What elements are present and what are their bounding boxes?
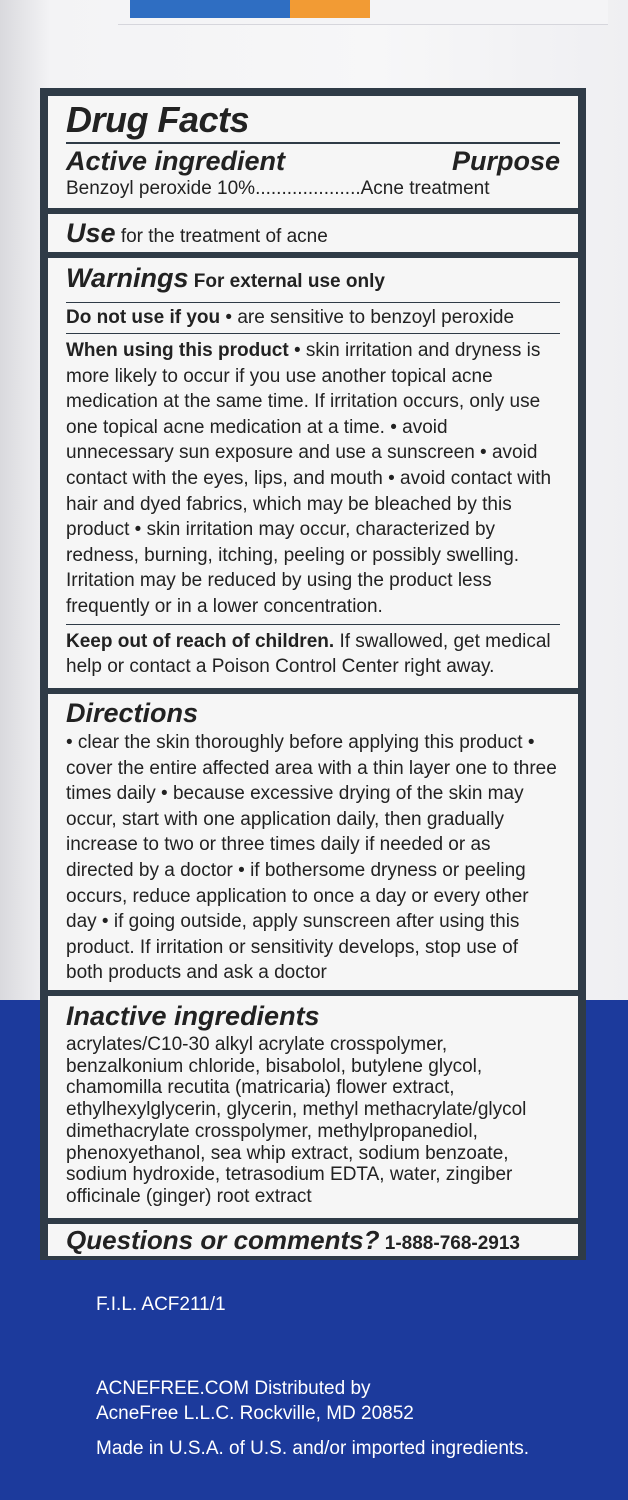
made-in-statement: Made in U.S.A. of U.S. and/or imported ingredients.: [96, 1438, 529, 1459]
carton-top-flap: [118, 0, 608, 25]
when-using-heading: When using this product: [66, 340, 289, 361]
drug-facts-panel: [40, 88, 586, 1260]
use-text: for the treatment of acne: [120, 226, 328, 247]
distributor-address: [96, 1376, 414, 1426]
do-not-use-line: [66, 303, 560, 333]
questions-box: [48, 1224, 578, 1256]
active-ingredient-heading: Active ingredient: [66, 146, 286, 176]
purpose-heading: Purpose: [451, 146, 560, 176]
use-line: [66, 214, 560, 256]
drug-facts-header-box: [48, 96, 578, 208]
address-line-1: ACNEFREE.COM Distributed by: [96, 1378, 371, 1399]
inactive-ingredients-text: acrylates/C10-30 alkyl acrylate crosspolymer, benzalkonium chloride, bisabolol, butylene glycol, chamomilla recutita (matricaria) flower extract, ethylhexylglycerin, glycerin, methyl methacrylate/glycol dimethacrylate crosspolymer, methylpropanediol, phenoxyethanol, sea whip extract, sodium benzoate, sodium hydroxide, tetrasodium EDTA, water, zingiber officinale (ginger) root extract: [66, 1034, 527, 1207]
directions-box: [48, 694, 578, 990]
warnings-subheading: For external use only: [193, 271, 385, 292]
inactive-ingredients-box: [48, 996, 578, 1218]
do-not-use-text: • are sensitive to benzoyl peroxide: [225, 307, 515, 328]
questions-line: [66, 1224, 560, 1260]
warnings-title-line: [66, 258, 560, 302]
inactive-ingredients-heading: Inactive ingredients: [66, 1001, 320, 1031]
fil-code: F.I.L. ACF211/1: [96, 1294, 226, 1315]
when-using-paragraph: [66, 338, 560, 620]
when-using-text: • skin irritation and dryness is more likely to occur if you use another topical acne medication at the same time. If irritation occurs, only use one topical acne medication at a time. • avoid unnecessary sun exposure and use a sunscreen • avoid contact with the eyes, lips, and mouth • avoid contact with hair and dyed fabrics, which may be bleached by this product • skin irritation may occur, characterized by redness, burning, itching, peeling or possibly swelling. Irritation may be reduced by using the product less frequently or in a lower concentration.: [66, 340, 552, 617]
active-ingredient-header-row: [66, 144, 560, 178]
drug-facts-title: Drug Facts: [66, 99, 250, 140]
directions-text: • clear the skin thoroughly before applying this product • cover the entire affected area with a thin layer one to three times daily • because excessive drying of the skin may occur, start with one application daily, then gradually increase to two or three times daily if needed or as directed by a doctor • if bothersome dryness or peeling occurs, reduce application to once a day or every other day • if going outside, apply sunscreen after using this product. If irritation or sensitivity develops, stop use of both products and ask a doctor: [66, 732, 557, 984]
brand-logo-accent: [290, 0, 370, 18]
address-line-2: AcneFree L.L.C. Rockville, MD 20852: [96, 1403, 414, 1424]
keep-out-text: If swallowed, get medical help or contact a Poison Control Center right away.: [66, 630, 551, 678]
warnings-box: [48, 258, 578, 688]
directions-heading: Directions: [66, 698, 199, 728]
keep-out-rule: [66, 624, 560, 625]
warnings-heading: Warnings: [66, 263, 189, 293]
keep-out-paragraph: [66, 629, 560, 680]
questions-heading: Questions or comments?: [66, 1225, 380, 1255]
active-ingredient-line: Benzoyl peroxide 10%....................Acne treatment: [66, 178, 490, 199]
phone-number: 1-888-768-2913: [384, 1233, 520, 1254]
do-not-use-rule: [66, 333, 560, 334]
keep-out-heading: Keep out of reach of children.: [66, 630, 335, 652]
use-box: [48, 214, 578, 252]
use-heading: Use: [66, 218, 116, 248]
brand-logo-strip: [130, 0, 290, 18]
do-not-use-heading: Do not use if you: [66, 307, 221, 328]
